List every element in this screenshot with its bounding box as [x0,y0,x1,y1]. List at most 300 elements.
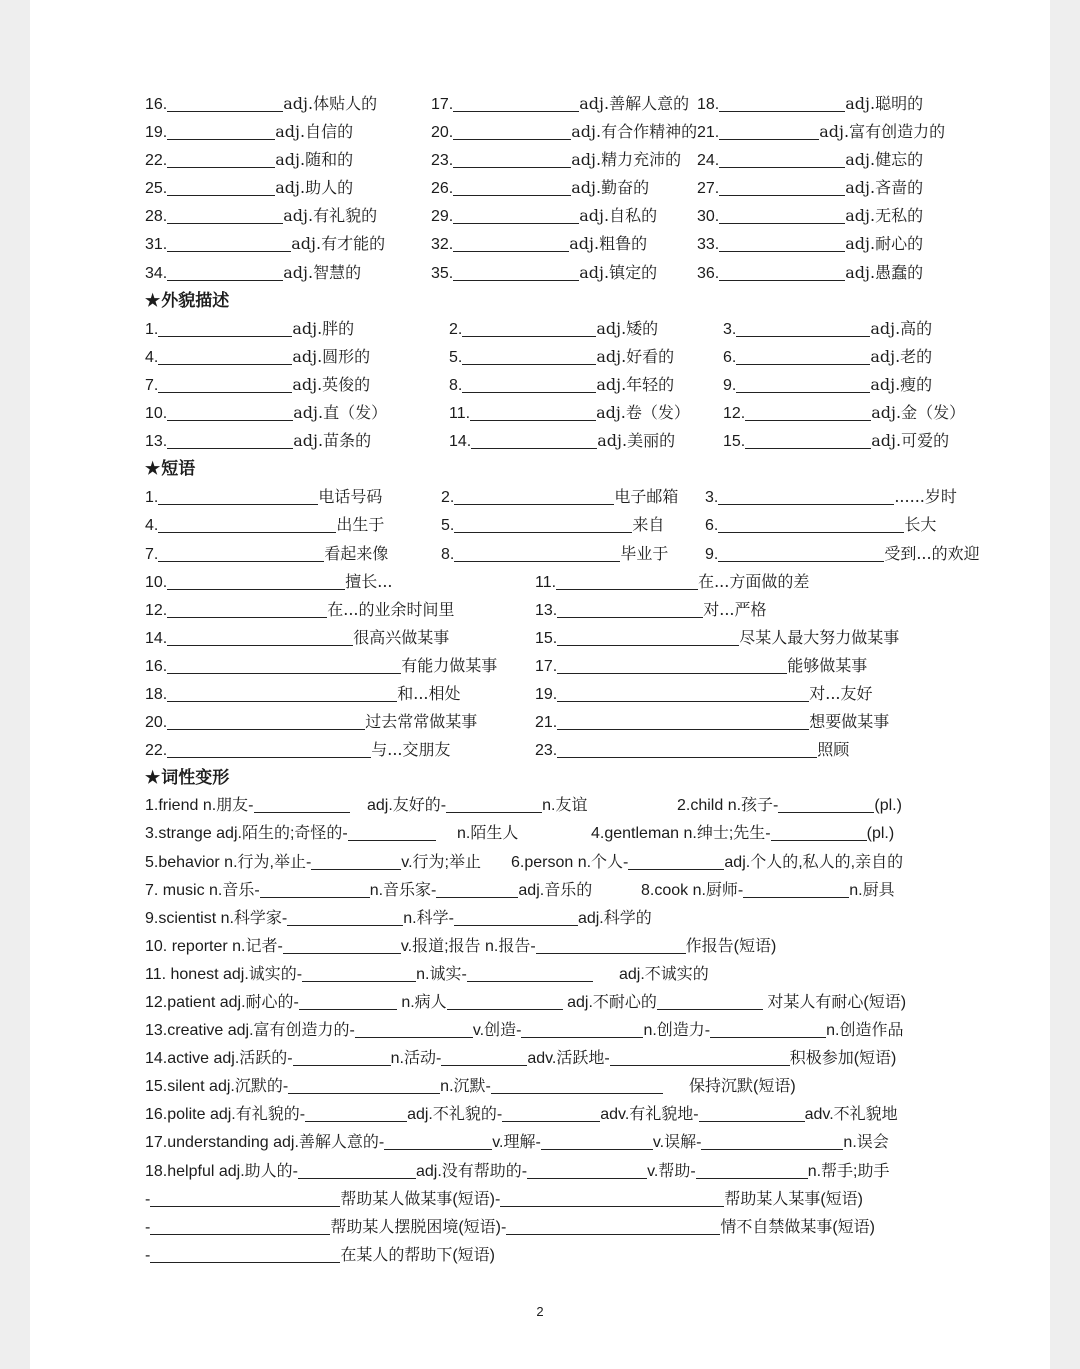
answer-blank[interactable] [527,1162,647,1179]
item-label: adj.体贴人的 [283,94,378,113]
worksheet-row [145,1017,945,1045]
wordform-line [145,1073,796,1101]
worksheet-row [145,315,945,343]
answer-blank[interactable] [447,993,563,1010]
item-label: adj.勤奋的 [571,178,650,198]
answer-blank[interactable] [167,123,275,140]
item-label: adj.智慧的 [283,262,362,282]
answer-blank[interactable] [158,516,336,533]
item-label: 电子邮箱 [614,487,679,507]
worksheet-page [30,0,1050,1369]
answer-blank[interactable] [167,95,283,112]
answer-blank[interactable] [502,1105,600,1122]
fill-item [535,736,849,765]
fill-item [441,511,664,540]
item-number: 2. [449,320,463,338]
item-label: adj.聪明的 [845,94,924,113]
fill-item [449,371,674,400]
wordform-text: 4.gentleman n.绅士;先生- [591,825,771,843]
answer-blank[interactable] [454,545,620,562]
answer-blank[interactable] [305,1105,407,1122]
worksheet-row [145,90,945,118]
wordform-text: n.陌生人 [457,825,519,843]
item-label: 出生于 [336,515,385,535]
wordform-text: adj.没有帮助的- [415,1162,528,1180]
wordform-line [145,905,652,933]
wordform-text: 保持沉默(短语) [689,1078,796,1096]
wordform-text: n.病人 [401,994,447,1011]
wordform-text: adj.不诚实的 [619,965,709,983]
wordform-line [145,1101,898,1129]
item-label: 对...友好 [809,683,873,703]
worksheet-row [145,1186,945,1214]
fill-item [145,315,354,344]
wordform-text: 作报告(短语) [685,937,777,955]
answer-blank[interactable] [462,348,596,365]
page-number: 2 [536,1304,544,1319]
answer-blank[interactable] [158,545,324,562]
fill-item [145,511,384,540]
item-number: 9. [705,545,719,563]
worksheet-row [145,596,945,624]
wordform-line [145,877,895,905]
fill-item [145,174,353,203]
answer-blank[interactable] [719,179,845,196]
answer-blank[interactable] [710,1021,826,1038]
answer-blank[interactable] [167,179,275,196]
item-number: 5. [449,348,463,366]
wordform-text: - [145,1190,151,1208]
wordform-text: v.帮助- [647,1162,696,1180]
item-number: 31. [145,236,168,254]
answer-blank[interactable] [491,1077,663,1094]
fill-item [431,90,689,119]
item-label: adj.胖的 [292,318,355,338]
item-number: 3. [723,320,737,338]
answer-blank[interactable] [150,1190,340,1207]
wordform-text: 9.scientist n.科学家- [145,909,288,927]
item-number: 20. [431,124,454,142]
answer-blank[interactable] [521,1021,643,1038]
wordform-text: 对某人有耐心(短语) [767,994,907,1011]
answer-blank[interactable] [541,1133,653,1150]
wordform-line [145,820,894,848]
answer-blank[interactable] [311,853,401,870]
answer-blank[interactable] [657,993,763,1010]
answer-blank[interactable] [299,993,397,1010]
fill-item [705,483,957,512]
wordform-text: 帮助某人摆脱困境(短语)- [330,1218,507,1236]
item-label: ......岁时 [894,487,957,507]
item-number: 3. [705,489,719,507]
answer-blank[interactable] [167,657,401,674]
answer-blank[interactable] [167,685,397,702]
answer-blank[interactable] [718,516,904,533]
answer-blank[interactable] [260,881,370,898]
fill-item [697,230,923,259]
worksheet-row [145,399,966,427]
answer-blank[interactable] [610,1049,790,1066]
wordform-text: 12.patient adj.耐心的- [145,994,299,1011]
answer-blank[interactable] [441,1049,527,1066]
wordform-text: 16.polite adj.有礼貌的- [145,1106,306,1124]
fill-item [441,483,678,512]
answer-blank[interactable] [355,1021,473,1038]
item-number: 4. [145,348,159,366]
fill-item [145,118,353,147]
item-number: 28. [145,208,168,226]
answer-blank[interactable] [556,573,698,590]
wordform-line [145,849,903,877]
wordform-text: 3.strange adj.陌生的;奇怪的- [145,825,348,843]
answer-blank[interactable] [719,235,845,252]
fill-item [145,427,371,456]
worksheet-row [145,708,945,736]
worksheet-row [145,371,945,399]
item-label: adj.卷（发） [596,403,690,423]
worksheet-row [145,511,945,539]
item-number: 22. [145,152,168,170]
answer-blank[interactable] [293,1049,391,1066]
wordform-text: 14.active adj.活跃的- [145,1050,293,1068]
wordform-text: v.报道;报告 n.报告- [400,937,536,955]
wordform-text: adv.有礼貌地- [600,1106,699,1124]
item-number: 11. [449,405,471,423]
item-label: 与...交朋友 [371,740,451,760]
worksheet-row [145,1045,945,1073]
item-label: adj.吝啬的 [845,178,924,198]
answer-blank[interactable] [557,657,787,674]
wordform-line [145,1214,875,1242]
worksheet-row [145,736,945,764]
fill-item [145,568,393,597]
fill-item [145,90,377,119]
item-label: 来自 [632,515,665,535]
wordform-text: - [145,1218,151,1236]
answer-blank[interactable] [745,404,871,421]
item-label: adj.无私的 [845,206,924,226]
answer-blank[interactable] [158,320,292,337]
answer-blank[interactable] [283,937,401,954]
item-number: 8. [441,545,455,563]
wordform-text: n.创造作品 [826,1022,904,1040]
fill-item [145,202,377,231]
wordform-text: 10. reporter n.记者- [145,937,283,955]
worksheet-row [145,146,945,174]
item-label: 在...的业余时间里 [327,599,455,619]
answer-blank[interactable] [446,796,542,813]
fill-item [145,399,387,428]
wordform-text: adj.音乐的 [518,881,593,899]
wordform-text: n.友谊 [542,797,588,815]
item-label: adj.可爱的 [871,431,950,451]
item-number: 16. [145,96,168,113]
fill-item [535,652,867,681]
section-heading [145,287,945,315]
wordform-text: adj.友好的- [367,797,447,815]
answer-blank[interactable] [557,741,817,758]
answer-blank[interactable] [736,376,870,393]
answer-blank[interactable] [699,1105,805,1122]
item-label: 受到...的欢迎 [884,543,980,563]
answer-blank[interactable] [719,151,845,168]
worksheet-row [145,652,945,680]
wordform-text: n.创造力- [643,1022,711,1040]
answer-blank[interactable] [736,348,870,365]
worksheet-row [145,933,945,961]
item-number: 1. [145,489,159,507]
fill-item [431,118,697,147]
fill-item [535,624,899,653]
wordform-text: n.活动- [390,1050,442,1068]
answer-blank[interactable] [288,1077,440,1094]
item-label: 很高兴做某事 [353,627,450,647]
item-label: 擅长... [345,571,393,591]
answer-blank[interactable] [167,235,291,252]
item-label: adj.耐心的 [845,234,924,254]
item-label: adj.健忘的 [845,150,924,170]
answer-blank[interactable] [158,348,292,365]
wordform-text: adj.不礼貌的- [407,1106,503,1124]
answer-blank[interactable] [628,853,724,870]
item-number: 26. [431,180,454,198]
item-number: 17. [535,657,558,675]
item-number: 24. [697,152,720,170]
item-label: adj.自私的 [579,206,658,226]
answer-blank[interactable] [254,796,350,813]
answer-blank[interactable] [696,1162,808,1179]
fill-item [449,427,675,456]
answer-blank[interactable] [719,207,845,224]
answer-blank[interactable] [167,432,293,449]
item-number: 30. [697,208,720,226]
item-number: 29. [431,208,454,226]
answer-blank[interactable] [557,629,739,646]
fill-item [723,343,932,372]
wordform-text: 1.friend n.朋友- [145,797,254,815]
answer-blank[interactable] [557,685,809,702]
worksheet-row [145,1073,945,1101]
worksheet-row [145,849,945,877]
fill-item [723,427,949,456]
wordform-text: 11. honest adj.诚实的- [145,965,303,983]
item-label: 尽某人最大努力做某事 [739,627,900,647]
answer-blank[interactable] [167,207,283,224]
answer-blank[interactable] [719,95,845,112]
star-icon: ★ [145,290,161,311]
fill-item [723,399,965,428]
answer-blank[interactable] [719,123,819,140]
wordform-text: v.理解- [492,1134,541,1152]
answer-blank[interactable] [302,965,416,982]
item-number: 7. [145,545,159,563]
section-heading [145,764,945,792]
wordform-text: v.创造- [472,1022,522,1040]
answer-blank[interactable] [298,1162,416,1179]
item-number: 5. [441,517,455,535]
answer-blank[interactable] [453,151,571,168]
answer-blank[interactable] [150,1246,340,1263]
answer-blank[interactable] [736,320,870,337]
answer-blank[interactable] [454,516,632,533]
answer-blank[interactable] [348,824,436,841]
answer-blank[interactable] [718,545,884,562]
wordform-text: 17.understanding adj.善解人意的- [145,1134,385,1152]
item-number: 1. [145,320,159,338]
answer-blank[interactable] [167,404,293,421]
answer-blank[interactable] [453,207,579,224]
answer-blank[interactable] [158,488,318,505]
item-number: 18. [697,96,720,113]
answer-blank[interactable] [778,796,874,813]
fill-item [145,680,461,709]
fill-item [697,146,923,175]
worksheet-row [145,343,945,371]
answer-blank[interactable] [454,909,578,926]
answer-blank[interactable] [500,1190,724,1207]
wordform-text: (pl.) [874,797,902,815]
answer-blank[interactable] [453,95,579,112]
answer-blank[interactable] [167,629,353,646]
worksheet-row [145,1101,945,1129]
wordform-line [145,1242,495,1270]
wordform-text: n.沉默- [440,1078,491,1096]
wordform-text: 13.creative adj.富有创造力的- [145,1022,355,1040]
fill-item [449,343,674,372]
item-label: 照顾 [817,740,850,760]
item-label: adj.精力充沛的 [571,150,682,170]
fill-item [723,315,932,344]
wordform-text: 7. music n.音乐- [145,881,260,899]
item-label: 想要做某事 [809,712,890,732]
fill-item [697,174,923,203]
fill-item [697,202,923,231]
item-number: 6. [705,517,719,535]
answer-blank[interactable] [719,264,845,281]
answer-blank[interactable] [701,1133,843,1150]
item-label: adj.有礼貌的 [283,206,378,226]
answer-blank[interactable] [436,881,518,898]
wordform-text: v.行为;举止 [401,853,482,871]
section-heading-text: 外貌描述 [161,290,230,311]
worksheet-row [145,202,945,230]
wordform-text: n.诚实- [416,965,467,983]
answer-blank[interactable] [462,320,596,337]
star-icon: ★ [145,459,161,480]
item-number: 27. [697,180,720,198]
item-number: 20. [145,714,168,732]
item-number: 8. [449,376,463,394]
worksheet-row [145,680,945,708]
fill-item [431,146,681,175]
item-label: adj.善解人意的 [579,94,690,113]
answer-blank[interactable] [167,151,275,168]
item-number: 33. [697,236,720,254]
wordform-text: (pl.) [866,825,895,843]
answer-blank[interactable] [453,179,571,196]
item-number: 16. [145,657,168,675]
answer-blank[interactable] [557,601,703,618]
item-number: 10. [145,405,168,423]
answer-blank[interactable] [462,376,596,393]
item-label: adj.年轻的 [596,374,675,394]
answer-blank[interactable] [167,601,327,618]
item-number: 13. [145,433,168,451]
answer-blank[interactable] [718,488,894,505]
wordform-text: v.误解- [652,1134,702,1152]
worksheet-row [145,905,945,933]
fill-item [535,680,873,709]
wordform-text: n.帮手;助手 [807,1162,890,1180]
answer-blank[interactable] [167,264,283,281]
worksheet-row [145,792,945,820]
star-icon: ★ [145,768,161,789]
fill-item [431,259,657,288]
answer-blank[interactable] [150,1218,330,1235]
section-heading [145,455,945,483]
answer-blank[interactable] [167,741,371,758]
wordform-text: 18.helpful adj.助人的- [145,1162,298,1180]
item-number: 9. [723,376,737,394]
item-label: 过去常常做某事 [365,712,478,732]
answer-blank[interactable] [467,965,593,982]
wordform-text: 5.behavior n.行为,举止- [145,853,312,871]
item-label: adj.金（发） [871,403,966,423]
fill-item [431,174,649,203]
answer-blank[interactable] [453,235,569,252]
fill-item [145,652,497,681]
answer-blank[interactable] [536,937,686,954]
item-label: 和...相处 [397,683,461,703]
answer-blank[interactable] [453,264,579,281]
fill-item [145,230,385,259]
item-label: adj.高的 [870,318,933,338]
worksheet-row [145,624,945,652]
fill-item [723,371,932,400]
item-number: 18. [145,685,168,703]
item-label: adj.有才能的 [291,234,386,254]
worksheet-row [145,877,945,905]
wordform-text: n.误会 [843,1134,889,1152]
answer-blank[interactable] [384,1133,492,1150]
answer-blank[interactable] [745,432,871,449]
worksheet-row [145,174,945,202]
item-label: adj.好看的 [596,346,675,366]
answer-blank[interactable] [158,376,292,393]
section-heading-text: 短语 [161,459,196,480]
wordform-line [145,792,902,820]
answer-blank[interactable] [506,1218,720,1235]
item-label: adj.苗条的 [293,431,372,451]
answer-blank[interactable] [771,824,867,841]
fill-item [145,596,455,625]
answer-blank[interactable] [470,404,596,421]
wordform-text: 情不自禁做某事(短语) [720,1218,875,1236]
answer-blank[interactable] [557,713,809,730]
item-label: 看起来像 [324,543,389,563]
answer-blank[interactable] [743,881,849,898]
answer-blank[interactable] [167,573,345,590]
item-number: 6. [723,348,737,366]
answer-blank[interactable] [454,488,614,505]
wordform-text: 2.child n.孩子- [677,797,779,815]
answer-blank[interactable] [167,713,365,730]
answer-blank[interactable] [287,909,403,926]
answer-blank[interactable] [471,432,597,449]
worksheet-row [145,989,945,1017]
answer-blank[interactable] [453,123,571,140]
item-number: 2. [441,489,455,507]
